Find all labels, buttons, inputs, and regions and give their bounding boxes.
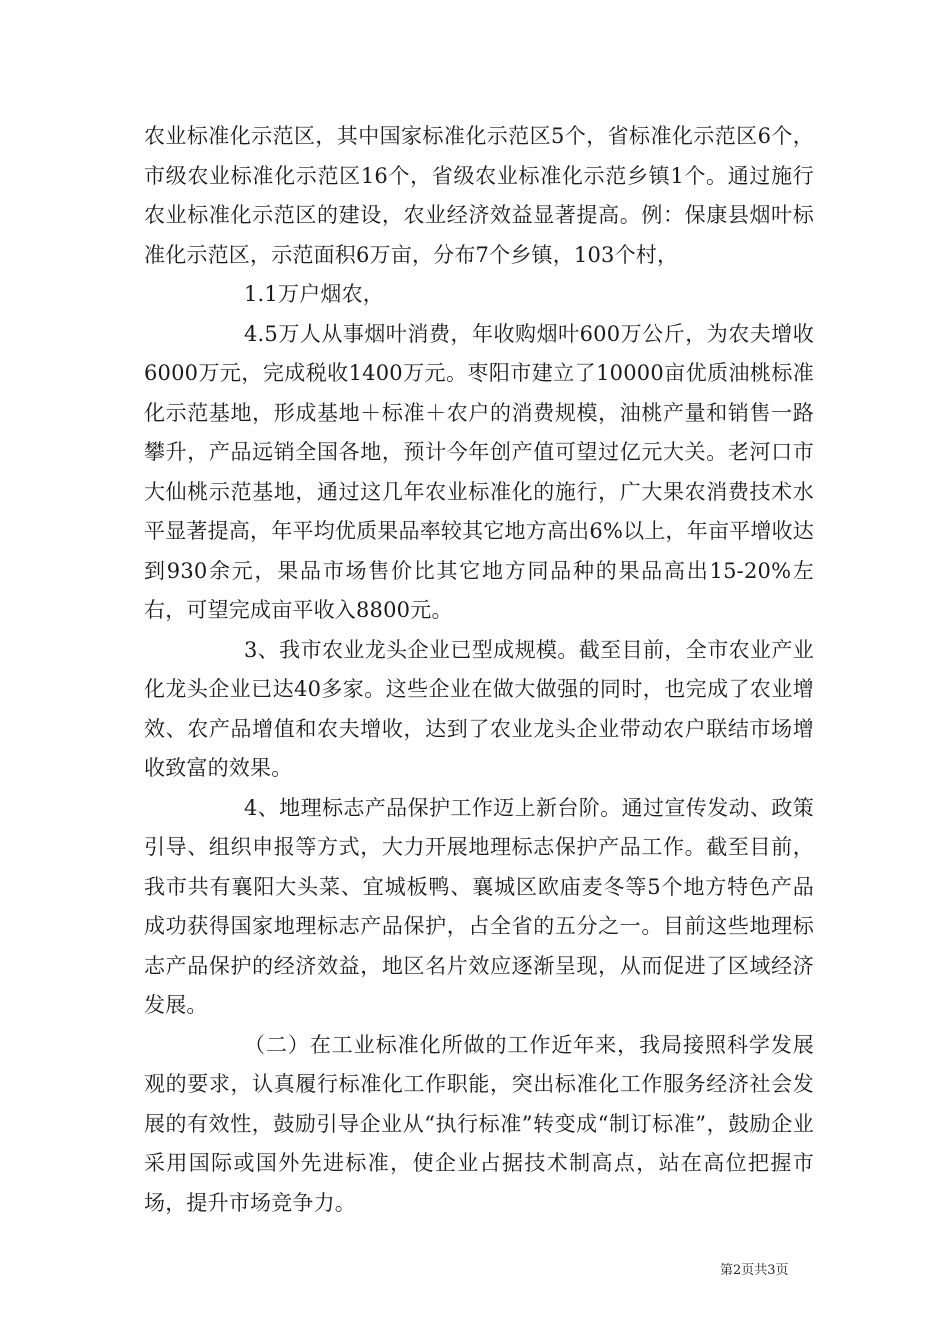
page-number-footer: 第2页共3页 bbox=[720, 1263, 789, 1278]
paragraph-4: 3、我市农业龙头企业已型成规模。截至目前，全市农业产业化龙头企业已达40多家。这些企业在做大做强的同时，也完成了农业增效、农产品增值和农夫增收，达到了农业龙头企业带动农户联结市场增收致富的效果。 bbox=[144, 637, 814, 780]
document-body bbox=[144, 117, 814, 1223]
paragraph-3: 4.5万人从事烟叶消费，年收购烟叶600万公斤，为农夫增收6000万元，完成税收1400万元。枣阳市建立了10000亩优质油桃标准化示范基地，形成基地＋标准＋农户的消费规模，油桃产量和销售一路攀升，产品远销全国各地，预计今年创产值可望过亿元大关。老河口市大仙桃示范基地，通过这几年农业标准化的施行，广大果农消费技术水平显著提高，年平均优质果品率较其它地方高出6%以上，年亩平增收达到930余元，果品市场售价比其它地方同品种的果品高出15-20%左右，可望完成亩平收入8800元。 bbox=[144, 321, 814, 622]
paragraph-6: （二）在工业标准化所做的工作近年来，我局接照科学发展观的要求，认真履行标准化工作职能，突出标准化工作服务经济社会发展的有效性，鼓励引导企业从“执行标准”转变成“制订标准”，鼓励企业采用国际或国外先进标准，使企业占据技术制高点，站在高位把握市场，提升市场竞争力。 bbox=[144, 1032, 814, 1215]
paragraph-1: 农业标准化示范区，其中国家标准化示范区5个，省标准化示范区6个，市级农业标准化示范区16个，省级农业标准化示范乡镇1个。通过施行农业标准化示范区的建设，农业经济效益显著提高。例：保康县烟叶标准化示范区，示范面积6万亩，分布7个乡镇，103个村， bbox=[144, 124, 814, 267]
paragraph-2: 1.1万户烟农， bbox=[244, 282, 384, 306]
paragraph-5: 4、地理标志产品保护工作迈上新台阶。通过宣传发动、政策引导、组织申报等方式，大力开展地理标志保护产品工作。截至目前，我市共有襄阳大头菜、宜城板鸭、襄城区欧庙麦冬等5个地方特色产品成功获得国家地理标志产品保护，占全省的五分之一。目前这些地理标志产品保护的经济效益，地区名片效应逐渐呈现，从而促进了区域经济发展。 bbox=[144, 795, 814, 1017]
